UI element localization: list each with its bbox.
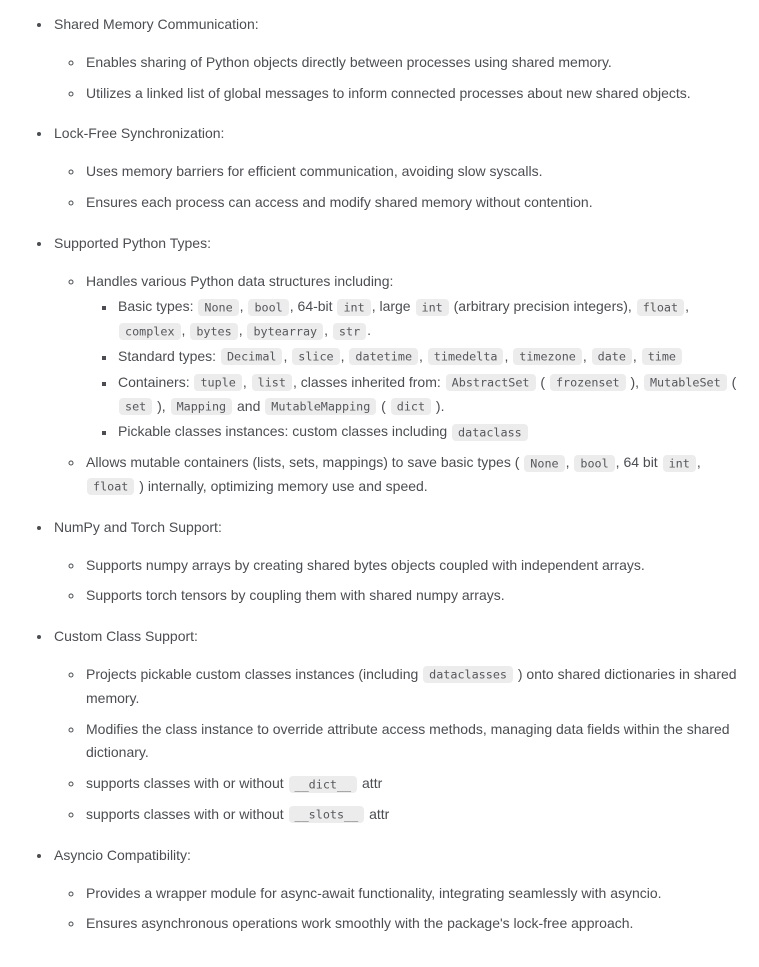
inline-code: timedelta — [428, 348, 504, 365]
list-item — [52, 232, 751, 499]
inline-code: bytearray — [247, 323, 323, 340]
text-run: , — [582, 347, 591, 364]
bullet-list-level-2 — [54, 270, 751, 499]
text-run: , — [242, 373, 251, 390]
text-run: Modifies the class instance to override attribute access methods, managing data fields within the shared dictionary. — [86, 720, 730, 761]
list-item-text — [86, 163, 542, 179]
inline-code: __slots__ — [289, 806, 365, 823]
inline-code: int — [416, 299, 449, 316]
inline-code: AbstractSet — [446, 374, 536, 391]
list-item-text — [86, 775, 382, 791]
text-run: ) onto shared dictionaries in shared memory. — [86, 665, 737, 706]
text-run: , 64-bit — [289, 298, 337, 315]
list-item — [84, 663, 751, 711]
list-item-text — [86, 85, 691, 101]
list-item — [84, 718, 751, 766]
list-item — [84, 554, 751, 578]
text-run: (arbitrary precision integers), — [449, 298, 636, 315]
text-run: , — [239, 298, 248, 315]
text-run: Custom Class Support: — [54, 628, 198, 645]
bullet-list-level-2 — [54, 663, 751, 827]
inline-code: datetime — [349, 348, 418, 365]
text-run: attr — [365, 805, 390, 822]
inline-code: MutableSet — [644, 374, 727, 391]
inline-code: None — [524, 455, 564, 472]
text-run: , large — [371, 298, 415, 315]
inline-code: dict — [391, 398, 431, 415]
list-item — [52, 516, 751, 608]
inline-code: str — [333, 323, 366, 340]
text-run: . — [367, 322, 372, 339]
list-item-text — [54, 235, 211, 251]
list-item-text — [86, 915, 633, 931]
list-item — [116, 420, 751, 444]
text-run: Lock-Free Synchronization: — [54, 125, 225, 142]
text-run: ). — [432, 397, 445, 414]
text-run: Asyncio Compatibility: — [54, 846, 191, 863]
list-item — [116, 345, 751, 369]
list-item — [84, 803, 751, 827]
bullet-list-level-1 — [22, 13, 751, 936]
list-item-text — [86, 54, 612, 70]
list-item — [84, 82, 751, 106]
text-run: and — [233, 397, 265, 414]
inline-code: time — [642, 348, 682, 365]
list-item — [52, 122, 751, 214]
list-item — [84, 584, 751, 608]
inline-code: int — [337, 299, 370, 316]
inline-code: bool — [248, 299, 288, 316]
text-run: Containers: — [118, 373, 194, 390]
list-item-text — [86, 806, 389, 822]
inline-code: list — [252, 374, 292, 391]
text-run: Enables sharing of Python objects directly between processes using shared memory. — [86, 53, 612, 70]
text-run: Standard types: — [118, 347, 220, 364]
text-run: Supports torch tensors by coupling them with shared numpy arrays. — [86, 587, 505, 604]
text-run: attr — [358, 775, 383, 792]
text-run: Uses memory barriers for efficient communication, avoiding slow syscalls. — [86, 163, 543, 180]
list-item-text — [118, 374, 736, 414]
list-item — [84, 51, 751, 75]
list-item-text — [54, 628, 198, 644]
text-run: NumPy and Torch Support: — [54, 518, 222, 535]
text-run: ), — [153, 397, 170, 414]
text-run: , — [324, 322, 332, 339]
text-run: ( — [377, 397, 390, 414]
list-item — [84, 451, 751, 499]
inline-code: MutableMapping — [265, 398, 376, 415]
text-run: , — [632, 347, 641, 364]
list-item — [116, 295, 751, 343]
bullet-list-level-2 — [54, 51, 751, 106]
text-run: Pickable classes instances: custom classes including — [118, 423, 452, 440]
bullet-list-level-2 — [54, 160, 751, 215]
list-item — [84, 160, 751, 184]
list-item-text — [54, 847, 191, 863]
list-item — [84, 912, 751, 936]
list-item — [84, 772, 751, 796]
inline-code: Mapping — [171, 398, 233, 415]
inline-code: timezone — [513, 348, 582, 365]
list-item-text — [118, 348, 683, 364]
inline-code: set — [119, 398, 152, 415]
text-run: , — [340, 347, 349, 364]
bullet-list-level-3 — [86, 295, 751, 444]
inline-code: Decimal — [221, 348, 283, 365]
list-item — [52, 13, 751, 105]
bullet-list-level-2 — [54, 882, 751, 937]
list-item — [84, 191, 751, 215]
list-item-text — [86, 721, 730, 761]
list-item-text — [86, 666, 737, 706]
list-item — [84, 270, 751, 445]
text-run: ( — [536, 373, 549, 390]
list-item-text — [118, 423, 529, 439]
text-run: supports classes with or without — [86, 775, 288, 792]
inline-code: tuple — [194, 374, 241, 391]
list-item — [52, 625, 751, 827]
list-item-text — [86, 885, 662, 901]
text-run: ) internally, optimizing memory use and speed. — [135, 477, 428, 494]
inline-code: date — [592, 348, 632, 365]
text-run: Provides a wrapper module for async-await functionality, integrating seamlessly with asyncio. — [86, 884, 662, 901]
text-run: Projects pickable custom classes instances (including — [86, 665, 423, 682]
text-run: Supported Python Types: — [54, 234, 211, 251]
text-run: ), — [626, 373, 643, 390]
text-run: , classes inherited from: — [292, 373, 445, 390]
inline-code: __dict__ — [289, 776, 358, 793]
text-run: , — [181, 322, 190, 339]
list-item-text — [54, 519, 222, 535]
text-run: supports classes with or without — [86, 805, 288, 822]
inline-code: complex — [119, 323, 181, 340]
text-run: ( — [727, 373, 737, 390]
inline-code: dataclasses — [423, 666, 513, 683]
inline-code: bytes — [190, 323, 237, 340]
list-item-text — [86, 587, 505, 603]
inline-code: float — [637, 299, 684, 316]
text-run: Handles various Python data structures including: — [86, 272, 394, 289]
text-run: , — [238, 322, 247, 339]
text-run: , — [565, 454, 574, 471]
text-run: Ensures asynchronous operations work smoothly with the package's lock-free approach. — [86, 915, 634, 932]
list-item-text — [54, 125, 224, 141]
text-run: , — [419, 347, 427, 364]
inline-code: slice — [292, 348, 339, 365]
text-run: Shared Memory Communication: — [54, 16, 259, 32]
text-run: Allows mutable containers (lists, sets, mappings) to save basic types ( — [86, 454, 524, 471]
list-item-text — [118, 298, 689, 338]
list-item-text — [86, 273, 393, 289]
text-run: Utilizes a linked list of global messages to inform connected processes about new shared objects. — [86, 84, 691, 101]
text-run: , — [283, 347, 292, 364]
list-item-text — [86, 454, 701, 494]
inline-code: int — [663, 455, 696, 472]
text-run: Ensures each process can access and modify shared memory without contention. — [86, 193, 593, 210]
inline-code: frozenset — [550, 374, 626, 391]
inline-code: bool — [574, 455, 614, 472]
text-run: , — [696, 454, 701, 471]
text-run: , — [504, 347, 513, 364]
inline-code: None — [198, 299, 238, 316]
inline-code: dataclass — [452, 424, 528, 441]
list-item — [52, 844, 751, 936]
inline-code: float — [87, 478, 134, 495]
text-run: , — [685, 298, 689, 315]
list-item-text — [86, 557, 645, 573]
text-run: Basic types: — [118, 298, 198, 315]
text-run: , 64 bit — [615, 454, 662, 471]
list-item-text — [54, 16, 259, 32]
bullet-list-level-2 — [54, 554, 751, 609]
list-item-text — [86, 194, 593, 210]
list-item — [84, 882, 751, 906]
text-run: Supports numpy arrays by creating shared bytes objects coupled with independent arrays. — [86, 556, 645, 573]
list-item — [116, 371, 751, 419]
